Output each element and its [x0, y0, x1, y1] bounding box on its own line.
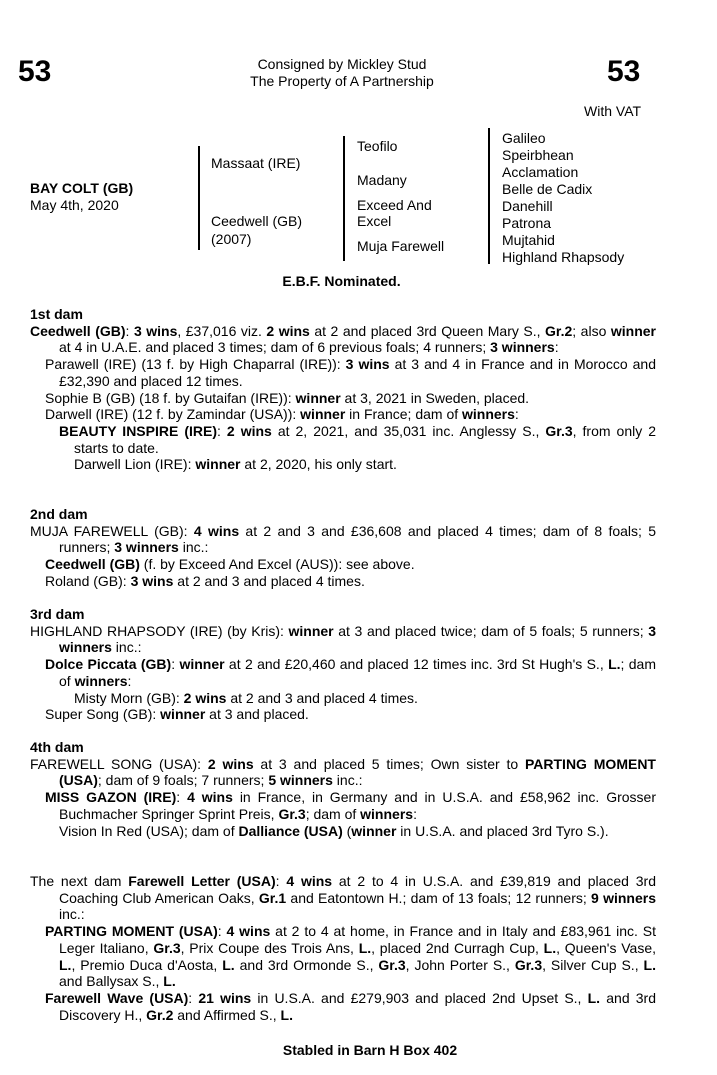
text-bold: L. [163, 973, 176, 990]
text-bold: PARTING MOMENT (USA) [59, 755, 656, 789]
ggs-item: Belle de Cadix [502, 181, 593, 197]
text-bold: 3 winners [114, 539, 179, 556]
text: : [171, 656, 180, 673]
offspring-entry [30, 656, 656, 689]
third-dam-section [30, 606, 656, 723]
text: in U.S.A. and £279,903 and placed 2nd Upset S., [251, 989, 588, 1006]
text-bold: Gr.3 [278, 805, 306, 822]
text: , Prix Coupe des Trois Ans, [180, 939, 359, 956]
text-bold: L. [587, 989, 601, 1006]
text: at 2 and £20,460 and placed 12 times inc. 3rd St Hugh's S., [224, 656, 609, 673]
text-bold: 4 wins [226, 923, 271, 940]
text: : [413, 805, 417, 822]
text-bold: L. [543, 939, 557, 956]
offspring-entry [30, 456, 656, 473]
text-bold: winner [179, 656, 225, 673]
section-heading: 4th dam [30, 739, 84, 755]
text: Darwell Lion (IRE): [74, 456, 196, 473]
text: Sophie B (GB) (18 f. by Gutaifan (IRE)): [45, 389, 296, 406]
pedigree-gs3-cont: Excel [357, 213, 392, 229]
text-bold: 3 wins [130, 572, 174, 589]
text-bold: winner [295, 389, 341, 406]
ggs-item: Highland Rhapsody [502, 249, 625, 265]
pedigree-divider-1 [198, 146, 200, 250]
offspring-entry [30, 823, 656, 840]
pedigree-ggs-list [502, 130, 624, 266]
text: : [217, 923, 227, 940]
lot-number-right: 53 [607, 55, 641, 88]
text: ; also [572, 322, 611, 339]
section-heading: 2nd dam [30, 506, 88, 522]
text: , Queen's Vase, [556, 939, 657, 956]
text-bold: L. [59, 956, 72, 973]
dam-entry [30, 523, 656, 556]
text: Super Song (GB): [45, 706, 161, 723]
text: : [127, 672, 132, 689]
dam-entry [30, 873, 656, 923]
text-bold: 3 wins [133, 322, 178, 339]
ggs-item: Galileo [502, 130, 546, 146]
text: at 2, 2021, and 35,031 inc. Anglessy S., [271, 422, 546, 439]
text: Darwell (IRE) (12 f. by Zamindar (USA)): [45, 406, 301, 423]
text-bold: winners [360, 805, 414, 822]
text: ( [342, 822, 352, 839]
text: at 2 and 3 and placed 4 times. [173, 572, 365, 589]
text-bold: 2 wins [183, 689, 227, 706]
ggs-item: Acclamation [502, 164, 579, 180]
text-bold: Gr.3 [378, 956, 406, 973]
text: and 3rd Discovery H., [59, 989, 656, 1023]
fourth-dam-section [30, 739, 656, 839]
text-bold: L. [608, 656, 621, 673]
text: in France; dam of [345, 406, 463, 423]
text: : [514, 406, 519, 423]
text: and Ballysax S., [59, 973, 164, 990]
text: inc.: [59, 906, 85, 923]
ggs-item: Patrona [502, 215, 552, 231]
text-bold: 4 wins [286, 873, 333, 889]
text: Roland (GB): [45, 572, 131, 589]
horse-name-bold: Farewell Letter (USA) [128, 873, 276, 889]
text-bold: Gr.2 [146, 1006, 174, 1023]
text: MUJA FAREWELL (GB): [30, 522, 194, 539]
offspring-entry [30, 406, 656, 423]
pedigree-divider-3 [488, 128, 490, 264]
text: Misty Morn (GB): [74, 689, 184, 706]
pedigree-dam: Ceedwell (GB) [211, 213, 303, 229]
text-bold: 2 wins [226, 422, 272, 439]
text: inc.: [178, 539, 209, 556]
ggs-item: Speirbhean [502, 147, 574, 163]
text-bold: 3 winners [490, 339, 555, 356]
first-dam-section [30, 306, 656, 473]
text-bold: winner [300, 406, 346, 423]
text: , Silver Cup S., [542, 956, 644, 973]
dam-entry [30, 756, 656, 789]
horse-name-bold: MISS GAZON (IRE) [45, 789, 177, 806]
text-bold: Gr.3 [545, 422, 573, 439]
pedigree-gs1: Teofilo [357, 138, 398, 154]
text: at 3, 2021 in Sweden, placed. [340, 389, 530, 406]
offspring-entry [30, 423, 656, 456]
text: at 2 and placed 3rd Queen Mary S., [309, 322, 546, 339]
pedigree-dam-year: (2007) [211, 231, 252, 247]
text: : [275, 873, 287, 889]
text: : [125, 322, 134, 339]
text-bold: winner [195, 456, 241, 473]
text-bold: Gr.3 [153, 939, 181, 956]
text: ; dam of [59, 656, 656, 689]
text: and Eatontown H.; dam of 13 foals; 12 runners; [286, 889, 592, 906]
text-bold: 2 wins [266, 322, 310, 339]
text-bold: 9 winners [591, 889, 656, 906]
dam-entry [30, 323, 656, 356]
text-bold: L. [358, 939, 372, 956]
horse-name-bold: Ceedwell (GB) [45, 556, 140, 573]
text: in U.S.A. and placed 3rd Tyro S.). [396, 822, 609, 839]
text: FAREWELL SONG (USA): [30, 755, 208, 772]
offspring-entry [30, 556, 656, 573]
text: Vision In Red (USA); dam of [59, 822, 239, 839]
text: inc.: [111, 639, 142, 656]
text-bold: 21 wins [198, 989, 252, 1006]
text: ; dam of [305, 805, 361, 822]
text-bold: L. [280, 1006, 293, 1023]
text-bold: 3 winners [59, 622, 656, 656]
pedigree-sire: Massaat (IRE) [211, 155, 301, 171]
text: , from only 2 starts to date. [74, 422, 657, 456]
text-bold: 2 wins [207, 755, 254, 772]
text-bold: winner [610, 322, 657, 339]
text: at 3 and placed. [205, 706, 309, 723]
text: : [188, 989, 199, 1006]
text: at 2 to 4 at home, in France and in Italy and £83,961 inc. St Leger Italiano, [59, 923, 657, 956]
text: : [176, 789, 188, 806]
consignor-line: Consigned by Mickley Stud [257, 56, 427, 72]
offspring-entry [30, 789, 656, 822]
text-bold: winner [288, 622, 334, 639]
text: inc.: [332, 772, 363, 789]
lot-number-left: 53 [18, 55, 52, 88]
text: (f. by Exceed And Excel (AUS)): see above. [139, 556, 415, 573]
text: , John Porter S., [405, 956, 515, 973]
ggs-item: Mujtahid [502, 232, 555, 248]
property-line: The Property of A Partnership [250, 73, 434, 89]
second-dam-section [30, 506, 656, 590]
horse-name-bold: PARTING MOMENT (USA) [45, 923, 218, 940]
section-heading: 3rd dam [30, 606, 85, 622]
vat-note: With VAT [584, 103, 642, 119]
text-bold: L. [643, 956, 656, 973]
ggs-item: Danehill [502, 198, 553, 214]
offspring-entry [30, 706, 656, 723]
horse-name-bold: Dolce Piccata (GB) [45, 656, 172, 673]
text: at 3 and placed 5 times; Own sister to [253, 755, 525, 772]
pedigree-gs2: Madany [357, 172, 407, 188]
text: : [554, 339, 559, 356]
pedigree-divider-2 [343, 136, 345, 261]
text-bold: winners [74, 672, 128, 689]
horse-name-bold: BEAUTY INSPIRE (IRE) [59, 422, 217, 439]
next-dam-section [30, 873, 656, 1023]
ebf-note: E.B.F. Nominated. [282, 273, 401, 289]
text-bold: Dalliance (USA) [238, 822, 343, 839]
text-bold: winner [160, 706, 206, 723]
offspring-entry [30, 990, 656, 1023]
offspring-entry [30, 356, 656, 389]
text: , Premio Duca d'Aosta, [71, 956, 223, 973]
text: at 2 and 3 and placed 4 times. [226, 689, 418, 706]
text: HIGHLAND RHAPSODY (IRE) (by Kris): [30, 622, 289, 639]
text-bold: 4 wins [193, 522, 240, 539]
horse-name-bold: Ceedwell (GB) [30, 322, 126, 339]
text: , placed 2nd Curragh Cup, [371, 939, 544, 956]
text-bold: 4 wins [187, 789, 233, 806]
text: at 3 and 4 in France and in Morocco and £32,390 and placed 12 times. [59, 356, 656, 389]
text: at 2 to 4 in U.S.A. and £39,819 and placed 3rd Coaching Club American Oaks, [59, 873, 657, 906]
text: at 4 in U.A.E. and placed 3 times; dam of 6 previous foals; 4 runners; [59, 339, 491, 356]
text-bold: winner [351, 822, 397, 839]
text-bold: L. [222, 956, 235, 973]
consignor-block [200, 56, 484, 90]
text: and Affirmed S., [173, 1006, 281, 1023]
stabling-footer: Stabled in Barn H Box 402 [282, 1042, 458, 1058]
text: and 3rd Ormonde S., [234, 956, 379, 973]
horse-name-bold: Farewell Wave (USA) [45, 989, 189, 1006]
pedigree-gs4: Muja Farewell [357, 238, 445, 254]
text: Parawell (IRE) (13 f. by High Chaparral (IRE)): [45, 356, 346, 373]
text-bold: Gr.1 [258, 889, 287, 906]
text-bold: 3 wins [345, 356, 390, 373]
text: at 3 and placed twice; dam of 5 foals; 5 runners; [333, 622, 649, 639]
text-bold: 5 winners [268, 772, 333, 789]
text-bold: winners [462, 406, 515, 423]
horse-dob: May 4th, 2020 [30, 197, 119, 213]
offspring-entry [30, 690, 656, 707]
pedigree-gs3: Exceed And [357, 197, 432, 213]
text: ; dam of 9 foals; 7 runners; [97, 772, 269, 789]
text: at 2 and 3 and £36,608 and placed 4 times; dam of 8 foals; 5 runners; [59, 522, 656, 556]
text-bold: Gr.2 [545, 322, 573, 339]
text: , £37,016 viz. [177, 322, 267, 339]
text: The next dam [30, 873, 129, 889]
offspring-entry [30, 573, 656, 590]
text: at 2, 2020, his only start. [240, 456, 397, 473]
text: : [217, 422, 227, 439]
text-bold: Gr.3 [514, 956, 543, 973]
offspring-entry [30, 390, 656, 407]
offspring-entry [30, 923, 656, 990]
dam-entry [30, 623, 656, 656]
horse-name: BAY COLT (GB) [30, 180, 134, 196]
text: in France, in Germany and in U.S.A. and £58,962 inc. Grosser Buchmacher Springer Sprint Preis, [59, 789, 656, 822]
section-heading: 1st dam [30, 306, 83, 322]
